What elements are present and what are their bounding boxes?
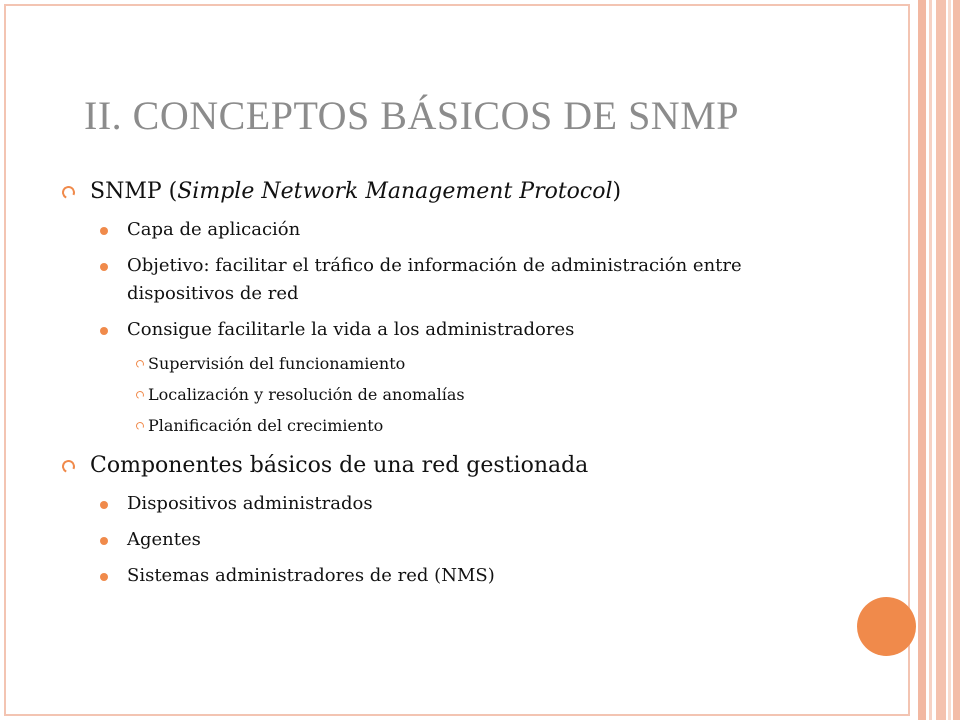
decorative-stripe	[936, 0, 946, 720]
bullet-text: Capa de aplicación	[127, 219, 301, 240]
bullet-level2	[62, 216, 852, 244]
bullet-level3	[62, 352, 852, 376]
decorative-stripe	[929, 0, 932, 720]
decorative-stripe	[953, 0, 960, 720]
ring-bullet-icon	[60, 184, 77, 201]
decorative-stripe	[948, 0, 951, 720]
section-heading-italic: Simple Network Management Protocol	[177, 179, 613, 204]
dot-bullet-icon	[100, 501, 108, 509]
bullet-level3	[62, 414, 852, 438]
dot-bullet-icon	[100, 573, 108, 581]
slide-title-text: II. CONCEPTOS BÁSICOS DE SNMP	[84, 93, 740, 138]
bullet-level2	[62, 490, 852, 518]
ring-bullet-icon	[135, 421, 145, 431]
bullet-text: Supervisión del funcionamiento	[148, 354, 406, 373]
section-heading: Componentes básicos de una red gestionada	[90, 453, 589, 478]
bullet-level2	[62, 252, 852, 308]
bullet-text: Consigue facilitarle la vida a los administradores	[127, 319, 575, 340]
dot-bullet-icon	[100, 263, 108, 271]
ring-bullet-icon	[135, 390, 145, 400]
bullet-text: Dispositivos administrados	[127, 493, 373, 514]
bullet-text: Sistemas administradores de red (NMS)	[127, 565, 495, 586]
bullet-level3	[62, 383, 852, 407]
slide-title	[84, 92, 739, 139]
bullet-text: Localización y resolución de anomalías	[148, 385, 465, 404]
bullet-level2	[62, 562, 852, 590]
dot-bullet-icon	[100, 227, 108, 235]
bullet-level2	[62, 526, 852, 554]
bullet-level2	[62, 316, 852, 344]
section-heading-suffix: )	[612, 179, 622, 204]
ring-bullet-icon	[135, 359, 145, 369]
dot-bullet-icon	[100, 537, 108, 545]
bullet-level1	[62, 450, 852, 482]
ring-bullet-icon	[60, 458, 77, 475]
dot-bullet-icon	[100, 327, 108, 335]
bullet-text: Objetivo: facilitar el tráfico de información de administración entre dispositivos de red	[127, 255, 742, 304]
bullet-level1	[62, 176, 852, 208]
decorative-circle	[857, 597, 916, 656]
decorative-stripe	[918, 0, 926, 720]
bullet-text: Agentes	[127, 529, 201, 550]
bullet-text: Planificación del crecimiento	[148, 416, 384, 435]
slide-content	[62, 176, 852, 598]
section-heading-prefix: SNMP (	[90, 179, 178, 204]
